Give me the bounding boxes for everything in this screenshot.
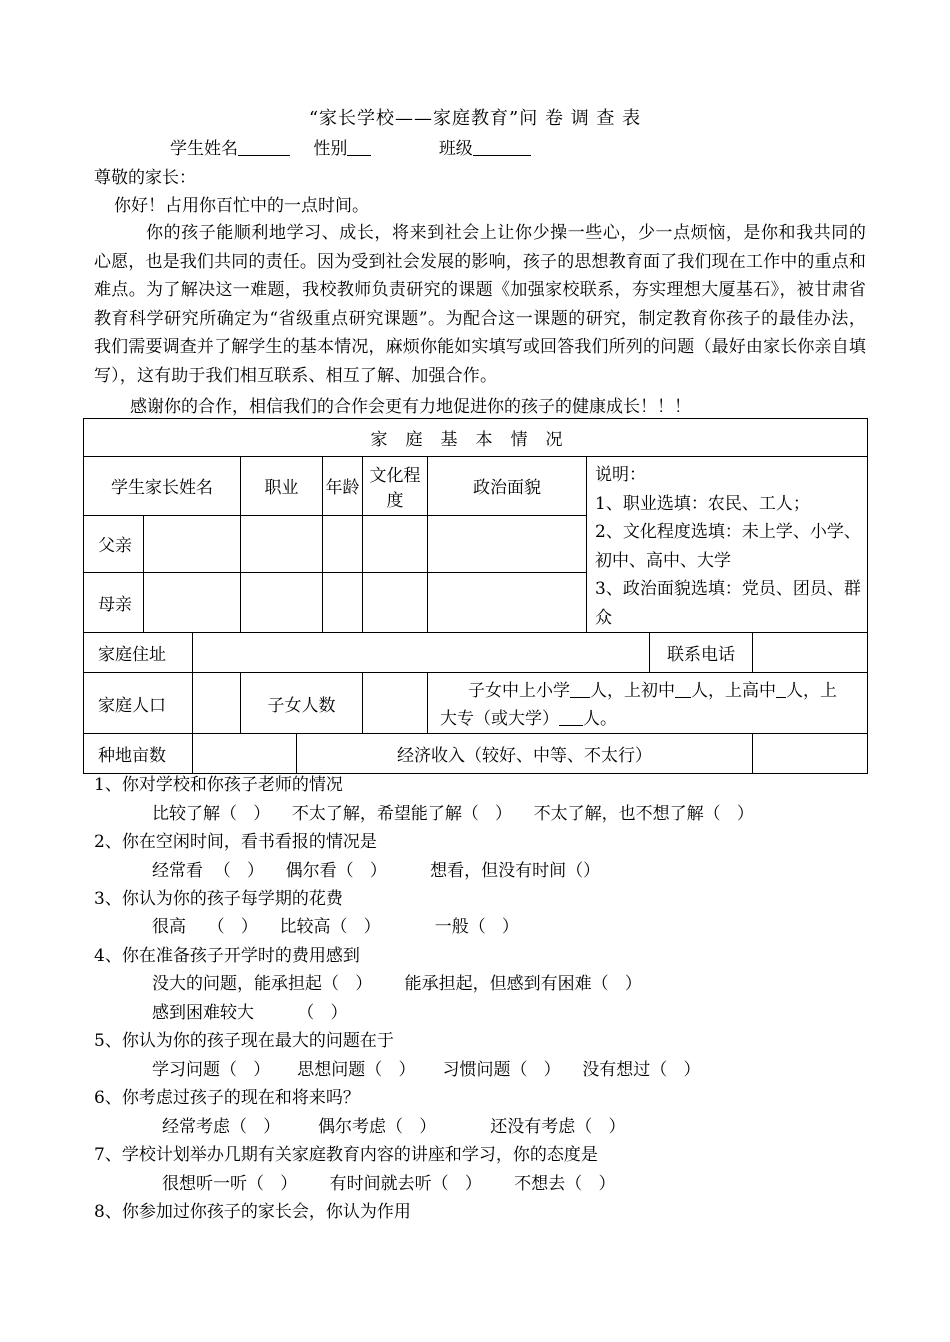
thanks-line: 感谢你的合作，相信我们的合作会更有力地促进你的孩子的健康成长！！！ xyxy=(130,397,691,417)
student-name-label: 学生姓名 xyxy=(170,139,238,159)
note-line-1: 1、职业选填：农民、工人； xyxy=(595,493,810,514)
population-label: 家庭人口 xyxy=(84,673,193,734)
mother-occupation-cell[interactable] xyxy=(241,573,323,633)
senior-blank[interactable] xyxy=(776,681,786,698)
father-education-cell[interactable] xyxy=(363,515,428,573)
gender-blank[interactable] xyxy=(347,139,371,156)
father-political-cell[interactable] xyxy=(428,515,587,573)
mother-name-cell[interactable] xyxy=(144,573,241,633)
table-note xyxy=(587,457,868,633)
mother-label: 母亲 xyxy=(84,573,144,633)
mother-education-cell[interactable] xyxy=(363,573,428,633)
question-8: 8、你参加过你孩子的家长会，你认为作用 xyxy=(94,1202,411,1222)
junior-blank[interactable] xyxy=(675,681,691,698)
intro-paragraph: 你的孩子能顺利地学习、成长，将来到社会上让你少操一些心，少一点烦恼，是你和我共同的心愿，也是我们共同的责任。因为受到社会发展的影响，孩子的思想教育面了我们现在工作中的重点和难点。为了解决这一难题，我校教师负责研究的课题《加强家校联系，夯实理想大厦基石》，被甘肃省教育科学研究所确定为“省级重点研究课题”。为配合这一课题的研究，制定教育你孩子的最佳办法，我们需要调查并了解学生的基本情况，麻烦你能如实填写或回答我们所列的问题（最好由家长你亲自填写），这有助于我们相互联系、相互了解、加强合作。 xyxy=(94,223,866,386)
header-age: 年龄 xyxy=(323,457,363,516)
class-label: 班级 xyxy=(438,139,473,159)
question-5: 5、你认为你的孩子现在最大的问题在于 xyxy=(94,1031,394,1051)
mother-political-cell[interactable] xyxy=(428,573,587,633)
hello-line: 你好！占用你百忙中的一点时间。 xyxy=(114,196,369,216)
header-education: 文化程度 xyxy=(363,457,428,516)
page-title: “家长学校——家庭教育”问 卷 调 查 表 xyxy=(308,108,642,129)
question-2-options[interactable]: 经常看 （ ） 偶尔看（ ） 想看，但没有时间（） xyxy=(152,861,601,881)
children-primary-label: 子女中上小学 xyxy=(468,681,570,701)
note-line-3: 3、政治面貌选填：党员、团员、群众 xyxy=(595,579,861,628)
question-4-options-1[interactable]: 没大的问题，能承担起（ ） 能承担起，但感到有困难（ ） xyxy=(152,974,642,994)
header-parent-name: 学生家长姓名 xyxy=(84,457,241,516)
children-college-suffix: 人。 xyxy=(583,709,617,729)
question-1: 1、你对学校和你孩子老师的情况 xyxy=(94,775,343,795)
children-college-prefix: 人，上 xyxy=(786,681,837,701)
address-cell[interactable] xyxy=(193,633,650,673)
mother-age-cell[interactable] xyxy=(323,573,363,633)
father-name-cell[interactable] xyxy=(144,515,241,573)
family-info-table xyxy=(83,418,868,774)
student-info-line xyxy=(170,134,531,159)
class-blank[interactable] xyxy=(473,139,531,156)
header-occupation: 职业 xyxy=(241,457,323,516)
children-college-label: 大专（或大学） xyxy=(440,709,559,729)
children-count-cell[interactable] xyxy=(363,673,428,734)
children-senior-label: 人，上高中 xyxy=(691,681,776,701)
question-5-options[interactable]: 学习问题（ ） 思想问题（ ） 习惯问题（ ） 没有想过（ ） xyxy=(152,1060,701,1080)
gender-label: 性别 xyxy=(313,139,348,159)
population-cell[interactable] xyxy=(193,673,241,734)
student-name-blank[interactable] xyxy=(238,139,290,156)
question-2: 2、你在空闲时间，看书看报的情况是 xyxy=(94,832,377,852)
question-6: 6、你考虑过孩子的现在和将来吗？ xyxy=(94,1088,360,1108)
question-7: 7、学校计划举办几期有关家庭教育内容的讲座和学习，你的态度是 xyxy=(94,1145,598,1165)
address-label: 家庭住址 xyxy=(84,633,193,673)
college-blank[interactable] xyxy=(559,709,583,726)
income-label: 经济收入（较好、中等、不太行） xyxy=(297,734,753,774)
question-4: 4、你在准备孩子开学时的费用感到 xyxy=(94,946,360,966)
father-occupation-cell[interactable] xyxy=(241,515,323,573)
question-4-options-2[interactable]: 感到困难较大 （ ） xyxy=(152,1003,348,1023)
question-6-options[interactable]: 经常考虑（ ） 偶尔考虑（ ） 还没有考虑（ ） xyxy=(162,1117,626,1137)
family-table-title: 家庭基本情况 xyxy=(84,419,868,457)
note-title: 说明： xyxy=(595,465,646,485)
phone-label: 联系电话 xyxy=(650,633,753,673)
question-1-options[interactable]: 比较了解（ ） 不太了解，希望能了解（ ） 不太了解，也不想了解（ ） xyxy=(152,804,754,824)
father-age-cell[interactable] xyxy=(323,515,363,573)
income-cell[interactable] xyxy=(753,734,868,774)
question-3: 3、你认为你的孩子每学期的花费 xyxy=(94,889,343,909)
father-label: 父亲 xyxy=(84,515,144,573)
children-school-text xyxy=(428,673,868,734)
farmland-cell[interactable] xyxy=(193,734,297,774)
children-junior-label: 人，上初中 xyxy=(590,681,675,701)
greeting: 尊敬的家长： xyxy=(94,168,196,188)
children-count-label: 子女人数 xyxy=(241,673,363,734)
header-political-status: 政治面貌 xyxy=(428,457,587,516)
farmland-label: 种地亩数 xyxy=(84,734,193,774)
phone-cell[interactable] xyxy=(753,633,868,673)
note-line-2: 2、文化程度选填：未上学、小学、初中、高中、大学 xyxy=(595,522,861,571)
primary-blank[interactable] xyxy=(570,681,590,698)
question-7-options[interactable]: 很想听一听（ ） 有时间就去听（ ） 不想去（ ） xyxy=(162,1174,616,1194)
question-3-options[interactable]: 很高 （ ） 比较高（ ） 一般（ ） xyxy=(152,917,519,937)
